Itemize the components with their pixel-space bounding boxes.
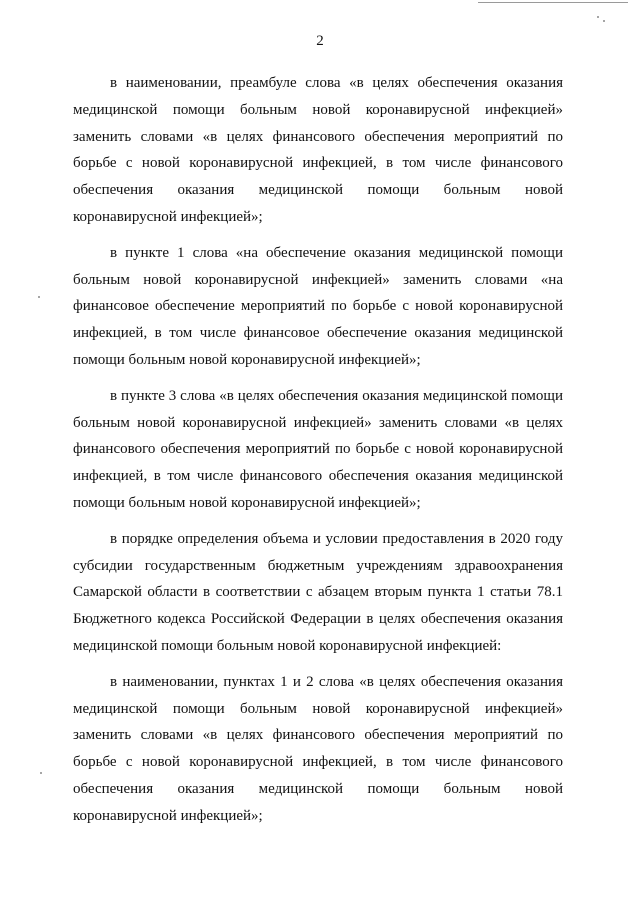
document-body <box>73 70 563 839</box>
scan-speck <box>38 296 40 298</box>
page-number: 2 <box>316 33 324 49</box>
scan-speck <box>603 20 605 22</box>
paragraph: в порядке определения объема и условии предоставления в 2020 году субсидии государственным бюджетным учреждениям здравоохранения Самарской области в соответствии с абзацем вторым пункта 1 статьи 78.1 Бюджетного кодекса Российской Федерации в целях обеспечения оказания медицинской помощи больным новой коронавирусной инфекцией: <box>73 530 563 654</box>
scan-speck <box>40 772 42 774</box>
paragraph: в пункте 1 слова «на обеспечение оказания медицинской помощи больным новой коронавирусной инфекцией» заменить словами «на финансовое обеспечение мероприятий по борьбе с новой коронавирусной инфекцией, в том числе финансовое обеспечение оказания медицинской помощи больным новой коронавирусной инфекцией»; <box>73 244 563 368</box>
scan-speck <box>597 16 599 18</box>
paragraph: в наименовании, пунктах 1 и 2 слова «в целях обеспечения оказания медицинской помощи больным новой коронавирусной инфекцией» заменить словами «в целях финансового обеспечения мероприятий по борьбе с новой коронавирусной инфекцией, в том числе финансового обеспечения оказания медицинской помощи больным новой коронавирусной инфекцией»; <box>73 673 563 824</box>
paragraph: в пункте 3 слова «в целях обеспечения оказания медицинской помощи больным новой коронавирусной инфекцией» заменить словами «в целях финансового обеспечения мероприятий по борьбе с новой коронавирусной инфекцией, в том числе финансового обеспечения оказания медицинской помощи больным новой коронавирусной инфекцией»; <box>73 387 563 511</box>
paragraph: в наименовании, преамбуле слова «в целях обеспечения оказания медицинской помощи больным новой коронавирусной инфекцией» заменить словами «в целях финансового обеспечения мероприятий по борьбе с новой коронавирусной инфекцией, в том числе финансового обеспечения оказания медицинской помощи больным новой коронавирусной инфекцией»; <box>73 75 563 225</box>
top-edge-rule <box>478 2 628 3</box>
